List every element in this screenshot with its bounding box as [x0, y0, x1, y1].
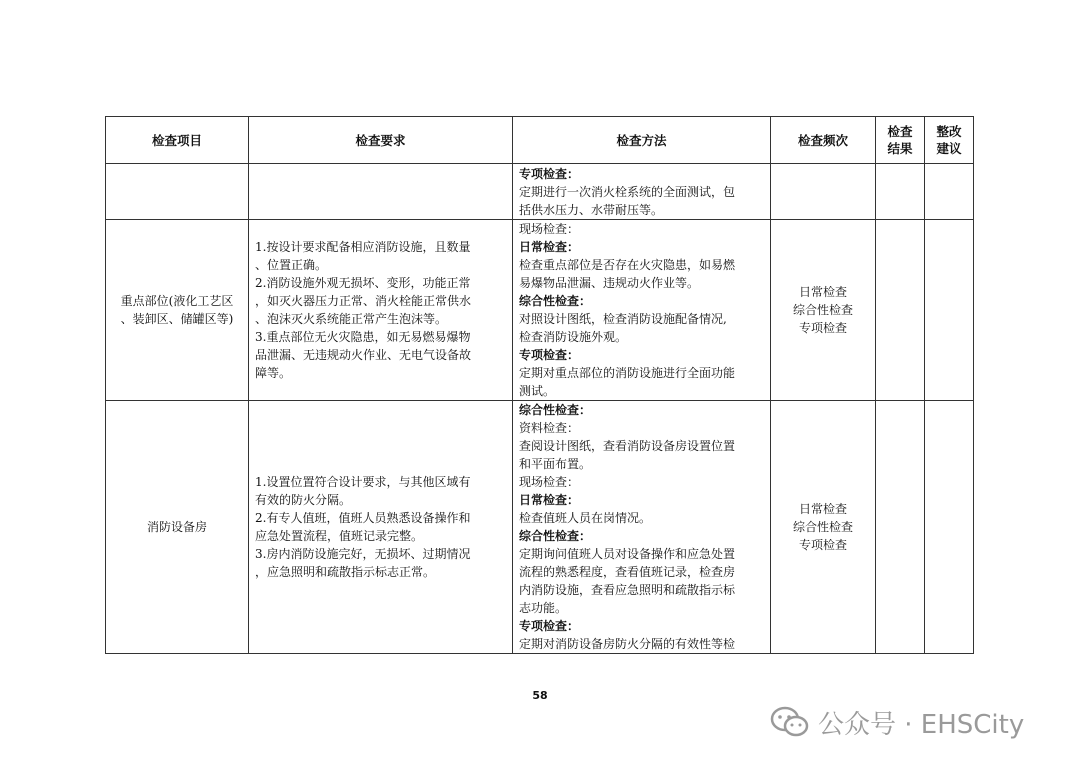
requirement-line: 障等。	[255, 366, 292, 380]
cell-method	[513, 401, 771, 654]
requirement-line: ，如灭火器压力正常、消火栓能正常供水	[255, 294, 472, 308]
table-row	[106, 220, 974, 401]
requirement-line: 1.按设计要求配备相应消防设施，且数量	[255, 240, 471, 254]
method-line: 和平面布置。	[519, 457, 592, 471]
requirement-line: 2.有专人值班，值班人员熟悉设备操作和	[255, 511, 471, 525]
cell-result	[876, 164, 925, 220]
method-line: 对照设计图纸，检查消防设施配备情况,	[519, 312, 727, 326]
page-number: 58	[532, 689, 548, 702]
cell-method	[513, 164, 771, 220]
header-suggestion: 整改 建议	[925, 117, 974, 164]
method-line: 检查值班人员在岗情况。	[519, 511, 652, 525]
cell-result	[876, 401, 925, 654]
method-line: 流程的熟悉程度，查看值班记录，检查房	[519, 565, 736, 579]
header-result: 检查 结果	[876, 117, 925, 164]
method-line: 内消防设施，查看应急照明和疏散指示标	[519, 583, 736, 597]
watermark-text: 公众号 · EHSCity	[818, 709, 1025, 740]
cell-frequency	[771, 220, 876, 401]
watermark	[770, 702, 1024, 742]
frequency-line: 专项检查	[798, 538, 847, 552]
cell-suggestion	[925, 401, 974, 654]
frequency-line: 综合性检查	[792, 303, 853, 317]
method-heading: 专项检查：	[519, 348, 580, 362]
requirement-line: 应急处置流程，值班记录完整。	[255, 529, 424, 543]
requirement-line: 2.消防设施外观无损坏、变形，功能正常	[255, 276, 471, 290]
table-header-row	[106, 117, 974, 164]
header-frequency: 检查频次	[771, 117, 876, 164]
cell-frequency	[771, 164, 876, 220]
method-line: 定期对消防设备房防火分隔的有效性等检	[519, 637, 736, 651]
method-heading: 综合性检查：	[519, 294, 592, 308]
method-line: 查阅设计图纸，查看消防设备房设置位置	[519, 439, 736, 453]
frequency-line: 日常检查	[798, 502, 847, 516]
requirement-line: ，应急照明和疏散指示标志正常。	[255, 565, 436, 579]
wechat-icon	[770, 706, 810, 738]
cell-requirements	[249, 164, 513, 220]
requirement-line: 、泡沫灭火系统能正常产生泡沫等。	[255, 312, 448, 326]
requirement-line: 3.房内消防设施完好，无损坏、过期情况	[255, 547, 471, 561]
table-row	[106, 401, 974, 654]
method-line: 定期对重点部位的消防设施进行全面功能	[519, 366, 736, 380]
method-heading: 日常检查：	[519, 240, 580, 254]
method-heading: 专项检查：	[519, 166, 580, 181]
frequency-line: 日常检查	[798, 285, 847, 299]
method-line: 测试。	[519, 384, 556, 398]
cell-suggestion	[925, 220, 974, 401]
method-line: 现场检查：	[519, 222, 580, 236]
cell-item	[106, 164, 249, 220]
method-line: 检查消防设施外观。	[519, 330, 628, 344]
method-line: 资料检查：	[519, 421, 580, 435]
method-heading: 综合性检查：	[519, 529, 592, 543]
requirement-line: 、位置正确。	[255, 258, 328, 272]
method-line: 检查重点部位是否存在火灾隐患，如易燃	[519, 258, 736, 272]
cell-item: 消防设备房	[106, 401, 249, 654]
header-method: 检查方法	[513, 117, 771, 164]
method-line: 定期进行一次消火栓系统的全面测试，包	[519, 184, 736, 199]
cell-requirements	[249, 401, 513, 654]
header-item: 检查项目	[106, 117, 249, 164]
method-line: 括供水压力、水带耐压等。	[519, 202, 664, 217]
method-heading: 日常检查：	[519, 493, 580, 507]
cell-result	[876, 220, 925, 401]
method-heading: 专项检查：	[519, 619, 580, 633]
cell-frequency	[771, 401, 876, 654]
cell-item: 重点部位(液化工艺区 、装卸区、储罐区等)	[106, 220, 249, 401]
requirement-line: 1.设置位置符合设计要求，与其他区域有	[255, 475, 471, 489]
frequency-line: 专项检查	[798, 321, 847, 335]
method-heading: 综合性检查：	[519, 403, 592, 417]
method-line: 志功能。	[519, 601, 568, 615]
requirement-line: 有效的防火分隔。	[255, 493, 352, 507]
header-requirements: 检查要求	[249, 117, 513, 164]
cell-method	[513, 220, 771, 401]
cell-requirements	[249, 220, 513, 401]
method-line: 现场检查：	[519, 475, 580, 489]
frequency-line: 综合性检查	[792, 520, 853, 534]
requirement-line: 品泄漏、无违规动火作业、无电气设备故	[255, 348, 472, 362]
method-line: 定期询问值班人员对设备操作和应急处置	[519, 547, 736, 561]
cell-suggestion	[925, 164, 974, 220]
requirement-line: 3.重点部位无火灾隐患，如无易燃易爆物	[255, 330, 471, 344]
inspection-table	[105, 116, 974, 654]
method-line: 易爆物品泄漏、违规动火作业等。	[519, 276, 700, 290]
table-row	[106, 164, 974, 220]
